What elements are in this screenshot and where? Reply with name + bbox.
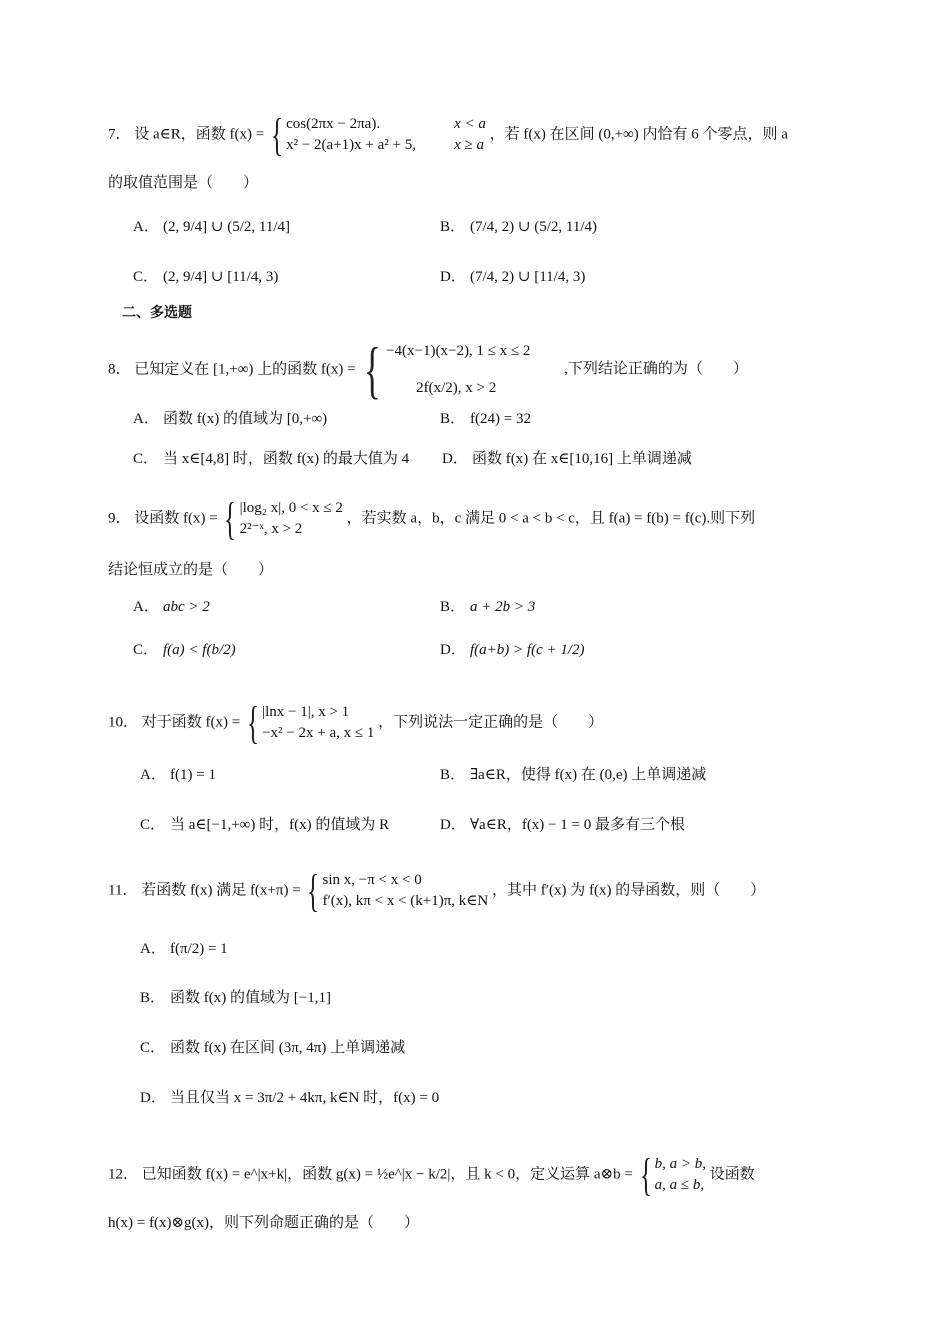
option-text: ∀a∈R，f(x) − 1 = 0 最多有三个根 [470,817,685,833]
brace-icon: { [270,109,284,160]
option-text: 函数 f(x) 的值域为 [−1,1] [170,990,331,1006]
option-text: abc > 2 [163,599,210,615]
q7-stem [108,109,788,160]
q12-pre: 已知函数 f(x) = e^|x+k|，函数 g(x) = ½e^|x − k/2|，且 k < 0，定义运算 a⊗b = [141,1166,633,1183]
q7-option-a[interactable] [133,220,290,235]
brace-icon: { [639,1149,652,1200]
option-text: (7/4, 2) ∪ (5/2, 11/4) [470,219,597,235]
q8-number: 8． [108,361,131,378]
q8-stem [108,334,748,405]
option-text: 当 a∈[−1,+∞) 时，f(x) 的值域为 R [170,817,390,833]
option-label: B． [440,411,466,427]
q12-piecewise [637,1149,707,1200]
q9-pre: 设函数 f(x) = [134,510,218,527]
q10-stem [108,697,604,748]
option-label: C． [133,642,159,658]
q12-number: 12． [108,1166,139,1183]
q12-post: 设函数 [709,1166,755,1183]
q7-number: 7． [108,126,131,143]
option-text: 当 x∈[4,8] 时，函数 f(x) 的最大值为 4 [163,451,410,467]
q7-option-d[interactable] [440,270,585,285]
q8-case1: −4(x−1)(x−2), 1 ≤ x ≤ 2 [386,343,531,359]
q7-case2-expr: x² − 2(a+1)x + a² + 5, [286,137,416,153]
q11-option-d[interactable] [140,1091,439,1106]
q7-option-c[interactable] [133,270,278,285]
option-label: D． [440,642,466,658]
option-text: 当且仅当 x = 3π/2 + 4kπ, k∈N 时，f(x) = 0 [170,1090,440,1106]
q11-option-b[interactable] [140,991,331,1006]
q7-pre: 设 a∈R，函数 f(x) = [134,126,265,143]
option-label: A． [140,941,166,957]
q7-case1-expr: cos(2πx − 2πa). [286,116,381,132]
q11-stem [108,865,766,916]
q10-option-a[interactable] [140,768,216,783]
q10-pre: 对于函数 f(x) = [141,714,241,731]
option-label: A． [133,599,159,615]
brace-icon: { [246,697,260,748]
q9-piecewise [221,493,343,544]
option-label: B． [440,219,466,235]
section-heading-multi-choice: 二、多选题 [122,305,192,321]
option-label: B． [440,767,466,783]
option-label: A． [133,411,159,427]
q7-post: ，若 f(x) 在区间 (0,+∞) 内恰有 6 个零点，则 a [489,126,788,143]
q9-option-b[interactable] [440,600,535,615]
option-text: a + 2b > 3 [470,599,536,615]
q7-case1-cond: x < a [454,116,486,132]
option-text: f(1) = 1 [170,767,216,783]
option-text: ∃a∈R，使得 f(x) 在 (0,e) 上单调递减 [470,767,707,783]
q8-piecewise [359,334,531,405]
q10-option-b[interactable] [440,768,706,783]
q11-option-c[interactable] [140,1041,405,1056]
option-label: A． [133,219,159,235]
option-text: f(a+b) > f(c + 1/2) [470,642,585,658]
option-label: B． [440,599,466,615]
q11-pre: 若函数 f(x) 满足 f(x+π) = [141,882,301,899]
option-text: 函数 f(x) 在区间 (3π, 4π) 上单调递减 [170,1040,406,1056]
q9-case1: |log₂ x|, 0 < x ≤ 2 [239,500,343,516]
q9-post: ，若实数 a，b，c 满足 0 < a < b < c，且 f(a) = f(b) = f(c).则下列 [346,510,756,527]
option-text: f(a) < f(b/2) [163,642,236,658]
q8-pre: 已知定义在 [1,+∞) 上的函数 f(x) = [134,361,356,378]
q8-option-c[interactable] [133,452,409,467]
option-text: (7/4, 2) ∪ [11/4, 3) [470,269,586,285]
option-text: 函数 f(x) 在 x∈[10,16] 上单调递减 [472,451,692,467]
q12-stem-line2: h(x) = f(x)⊗g(x)，则下列命题正确的是（ ） [108,1215,419,1231]
q10-option-c[interactable] [140,818,389,833]
q8-post: ,下列结论正确的为（ ） [564,361,748,378]
brace-icon: { [364,334,382,405]
q8-option-b[interactable] [440,412,531,427]
option-label: D． [440,817,466,833]
option-label: D． [440,269,466,285]
q7-stem-line2: 的取值范围是（ ） [108,175,259,191]
q11-number: 11． [108,882,138,899]
q7-case2-cond: x ≥ a [454,137,484,153]
q11-post: ，其中 f′(x) 为 f(x) 的导函数，则（ ） [491,882,766,899]
brace-icon: { [307,865,320,916]
q9-case2: 2²⁻ˣ, x > 2 [239,521,303,537]
option-text: (2, 9/4] ∪ (5/2, 11/4] [163,219,290,235]
option-label: C． [133,451,159,467]
q7-option-b[interactable] [440,220,597,235]
q9-option-a[interactable] [133,600,210,615]
q9-stem [108,493,756,544]
option-label: C． [140,817,166,833]
q9-stem-line2: 结论恒成立的是（ ） [108,562,274,578]
option-text: f(24) = 32 [470,411,531,427]
q11-case2: f′(x), kπ < x < (k+1)π, k∈N [322,893,489,909]
q8-option-d[interactable] [442,452,692,467]
option-label: B． [140,990,166,1006]
q10-option-d[interactable] [440,818,685,833]
option-label: C． [140,1040,166,1056]
option-label: D． [442,451,468,467]
q9-option-c[interactable] [133,643,236,658]
q9-number: 9． [108,510,131,527]
q10-case1: |lnx − 1|, x > 1 [262,704,350,720]
q10-case2: −x² − 2x + a, x ≤ 1 [262,725,375,741]
option-label: A． [140,767,166,783]
option-text: f(π/2) = 1 [170,941,228,957]
q8-case2: 2f(x/2), x > 2 [416,380,497,396]
q10-piecewise [244,697,375,748]
option-text: (2, 9/4] ∪ [11/4, 3) [163,269,279,285]
q10-post: ，下列说法一定正确的是（ ） [378,714,604,731]
q8-option-a[interactable] [133,412,327,427]
q11-case1: sin x, −π < x < 0 [322,872,422,888]
q12-stem [108,1149,755,1200]
q11-option-a[interactable] [140,942,228,957]
option-label: D． [140,1090,166,1106]
q11-piecewise [304,865,489,916]
q12-case2: a, a ≤ b, [654,1177,705,1193]
q10-number: 10． [108,714,139,731]
q7-piecewise [268,109,486,160]
brace-icon: { [224,493,237,544]
q12-case1: b, a > b, [654,1156,707,1172]
option-label: C． [133,269,159,285]
option-text: 函数 f(x) 的值域为 [0,+∞) [163,411,328,427]
q9-option-d[interactable] [440,643,585,658]
